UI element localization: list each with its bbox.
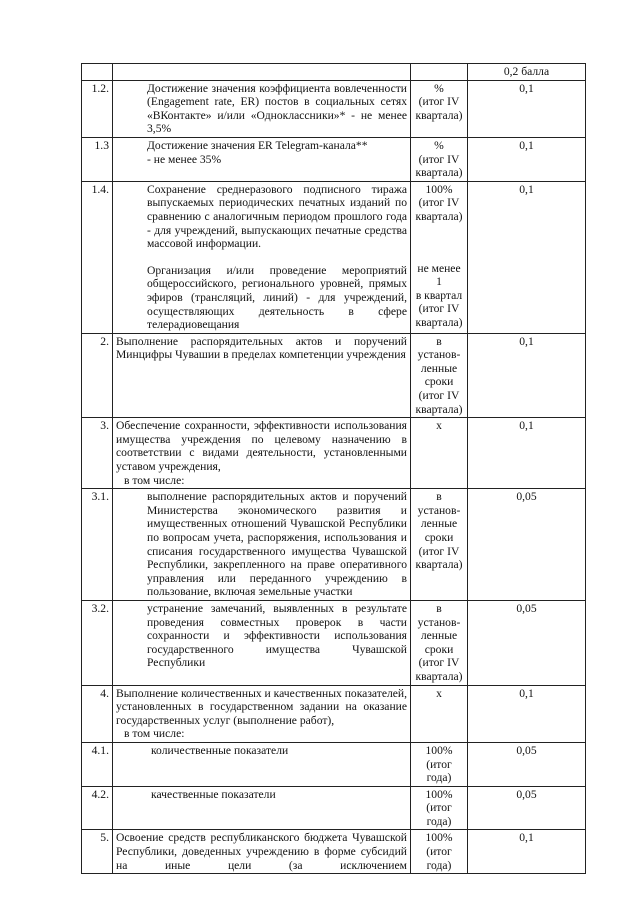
row-number: 3.2.	[82, 600, 113, 685]
row-value: x	[411, 418, 468, 489]
row-description	[113, 137, 411, 181]
row-value: x	[411, 685, 468, 742]
description-text: Достижение значения ER Telegram-канала** - не менее 35%	[147, 138, 368, 166]
table-row	[82, 685, 586, 742]
row-score: 0,1	[468, 80, 586, 137]
value-text: 100% (итог года)	[425, 831, 453, 872]
row-description: Выполнение распорядительных актов и поручений Минцифры Чувашии в пределах компетенции учреждения	[113, 333, 411, 418]
description-subtext: в том числе:	[124, 727, 185, 741]
row-value	[411, 830, 468, 874]
value-text: в установ- ленные сроки (итог IV квартала)	[415, 601, 463, 683]
table-row	[82, 137, 586, 181]
row-number: 5.	[82, 830, 113, 874]
row-description: Достижение значения коэффициента вовлеченности (Engagement rate, ER) постов в социальных сетях «ВКонтакте» и/или «Одноклассники»* - не менее 3,5%	[113, 80, 411, 137]
row-value	[411, 181, 468, 333]
row-description	[113, 418, 411, 489]
row-value	[411, 489, 468, 601]
row-score: 0,05	[468, 786, 586, 830]
row-value	[411, 64, 468, 81]
row-number: 1.4.	[82, 181, 113, 333]
table-row	[82, 333, 586, 418]
row-number: 4.	[82, 685, 113, 742]
description-text: Сохранение среднеразового подписного тиража выпускаемых периодических печатных изданий по сравнению с аналогичным периодом прошлого года - для учреждений, выпускающих печатные средства массовой информации.	[147, 182, 407, 251]
row-score: 0,1	[468, 333, 586, 418]
table-row	[82, 181, 586, 333]
table-row	[82, 600, 586, 685]
row-description	[113, 685, 411, 742]
table-row	[82, 64, 586, 81]
indicators-table	[81, 63, 586, 874]
description-text: Выполнение количественных и качественных показателей, установленных в государственном задании на оказание государственных услуг (выполнение работ),	[116, 686, 408, 727]
header-score: 0,2 балла	[468, 64, 586, 81]
row-value	[411, 600, 468, 685]
row-number: 3.1.	[82, 489, 113, 601]
row-number	[82, 64, 113, 81]
row-score: 0,05	[468, 600, 586, 685]
row-description: устранение замечаний, выявленных в результате проведения совместных проверок в части сохранности и эффективности использования государственного имущества Чувашской Республики	[113, 600, 411, 685]
row-description: качественные показатели	[113, 786, 411, 830]
row-score: 0,1	[468, 685, 586, 742]
value-text: % (итог IV квартала)	[415, 81, 463, 122]
row-number: 2.	[82, 333, 113, 418]
row-value	[411, 137, 468, 181]
table-row	[82, 418, 586, 489]
row-number: 4.1.	[82, 742, 113, 786]
table-row	[82, 786, 586, 830]
value-text: в установ- ленные сроки (итог IV квартала)	[415, 334, 463, 416]
row-score: 0,1	[468, 418, 586, 489]
value-text: 100% (итог года)	[425, 743, 453, 785]
value-text: 100% (итог IV квартала)	[415, 182, 463, 223]
table-row	[82, 489, 586, 601]
value-text: % (итог IV квартала)	[415, 138, 463, 180]
row-value	[411, 80, 468, 137]
row-number: 4.2.	[82, 786, 113, 830]
row-description: выполнение распорядительных актов и поручений Министерства экономического развития и имущественных отношений Чувашской Республики по вопросам учета, распоряжения, использования и списания государственного имущества Чувашской Республики, закрепленного на праве оперативного управления или переданного учреждению в пользование, включая земельные участки	[113, 489, 411, 601]
row-value	[411, 742, 468, 786]
row-score: 0,05	[468, 742, 586, 786]
value-text: в установ- ленные сроки (итог IV квартала)	[415, 490, 463, 572]
table-row	[82, 830, 586, 874]
table-row	[82, 80, 586, 137]
row-number: 3.	[82, 418, 113, 489]
row-description	[113, 64, 411, 81]
row-score: 0,1	[468, 137, 586, 181]
description-text: Обеспечение сохранности, эффективности использования имущества учреждения по целевому назначению в соответствии с видами деятельности, установленными уставом учреждения,	[116, 419, 407, 474]
row-number: 1.2.	[82, 80, 113, 137]
value-text: 100% (итог года)	[425, 787, 453, 828]
description-text: Организация и/или проведение мероприятий общероссийского, регионального уровней, прямых эфиров (трансляций, линий) - для учреждений, осуществляющих деятельность в сфере телерадиовещания	[147, 263, 407, 332]
row-description: количественные показатели	[113, 742, 411, 786]
row-score: 0,05	[468, 489, 586, 601]
table-row	[82, 742, 586, 786]
row-score: 0,1	[468, 830, 586, 874]
row-description: Освоение средств республиканского бюджета Чувашской Республики, доведенных учреждению в форме субсидий на иные цели (за исключением	[113, 830, 411, 874]
row-value	[411, 786, 468, 830]
row-number: 1.3	[82, 137, 113, 181]
description-subtext: в том числе:	[124, 473, 185, 487]
row-value	[411, 333, 468, 418]
row-score: 0,1	[468, 181, 586, 333]
value-text: не менее 1 в квартал (итог IV квартала)	[415, 261, 463, 329]
row-description	[113, 181, 411, 333]
